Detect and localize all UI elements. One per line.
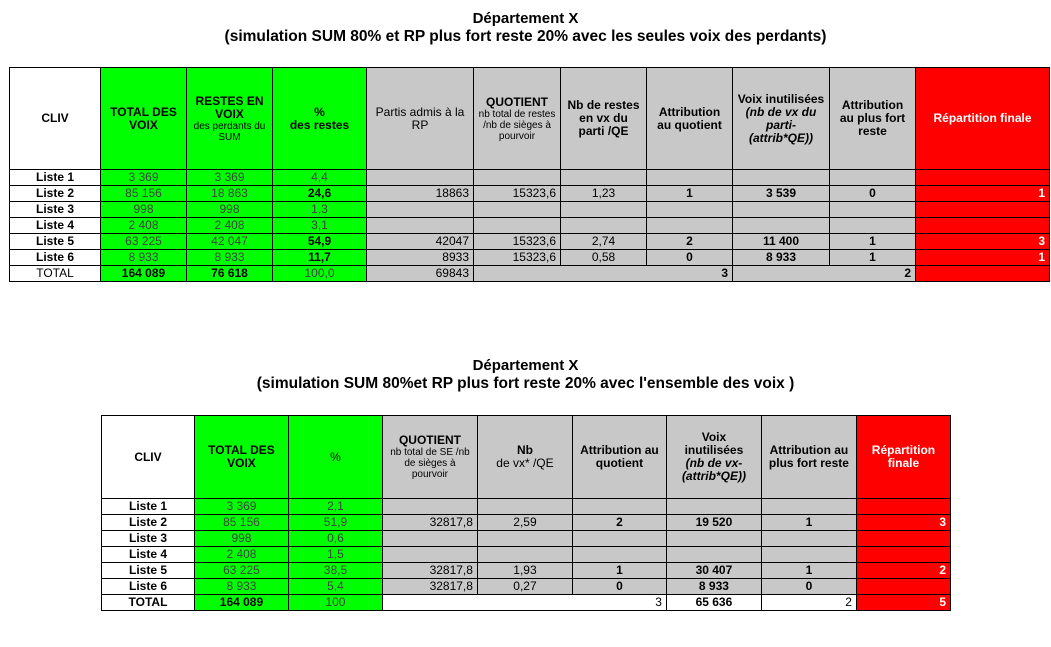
row-label: Liste 4 (102, 547, 195, 563)
cell-rep (856, 531, 950, 547)
cell-nb: 2,74 (561, 234, 647, 250)
cell-pct: 51,9 (288, 515, 382, 531)
row-label: Liste 3 (102, 531, 195, 547)
cell-attr-p: 1 (761, 563, 856, 579)
cell-quotient: 15323,6 (474, 250, 561, 266)
cell-restes: 2 408 (187, 218, 273, 234)
cell-restes: 3 369 (187, 170, 273, 186)
cell-restes: 42 047 (187, 234, 273, 250)
total-attr-p: 2 (761, 595, 856, 611)
cell-nb (477, 531, 572, 547)
cell-attr-p (761, 499, 856, 515)
header-repartition: Répartition finale (916, 68, 1050, 170)
cell-quotient: 32817,8 (382, 579, 477, 595)
cell-pct: 4,4 (273, 170, 367, 186)
cell-voix (666, 547, 761, 563)
cell-partis (367, 170, 474, 186)
cell-partis: 42047 (367, 234, 474, 250)
cell-attr-p (761, 531, 856, 547)
cell-attr-p: 0 (761, 579, 856, 595)
cell-total: 998 (194, 531, 288, 547)
cell-voix: 3 539 (733, 186, 830, 202)
table-row (102, 515, 951, 531)
cell-pct: 38,5 (288, 563, 382, 579)
table1-title: Département X (472, 10, 579, 27)
cell-partis (367, 218, 474, 234)
total-voix: 164 089 (194, 595, 288, 611)
cell-voix: 8 933 (733, 250, 830, 266)
cell-attr-q (572, 499, 666, 515)
table-total-row (10, 266, 1050, 282)
cell-attr-p (830, 170, 916, 186)
cell-rep: 2 (856, 563, 950, 579)
cell-attr-q: 1 (572, 563, 666, 579)
cell-quotient: 32817,8 (382, 563, 477, 579)
total-rep: 5 (856, 595, 950, 611)
cell-partis (367, 202, 474, 218)
table2-subtitle: (simulation SUM 80%et RP plus fort reste 20% avec l'ensemble des voix ) (256, 375, 795, 392)
cell-total: 85 156 (194, 515, 288, 531)
cell-nb: 1,93 (477, 563, 572, 579)
table2-title: Département X (472, 357, 579, 374)
cell-pct: 54,9 (273, 234, 367, 250)
cell-attr-q: 2 (647, 234, 733, 250)
cell-rep: 1 (916, 186, 1050, 202)
cell-quotient (474, 218, 561, 234)
cell-total: 998 (101, 202, 187, 218)
row-label: Liste 3 (10, 202, 101, 218)
cell-quotient (474, 202, 561, 218)
cell-attr-p (761, 547, 856, 563)
table-row (10, 170, 1050, 186)
table-row (102, 531, 951, 547)
table-row (102, 563, 951, 579)
cell-pct: 0,6 (288, 531, 382, 547)
cell-attr-p: 1 (830, 234, 916, 250)
total-rep (916, 266, 1050, 282)
row-label: Liste 6 (102, 579, 195, 595)
cell-nb (477, 499, 572, 515)
total-label: TOTAL (102, 595, 195, 611)
cell-voix (733, 218, 830, 234)
row-label: Liste 6 (10, 250, 101, 266)
cell-attr-q: 0 (647, 250, 733, 266)
cell-attr-q (572, 547, 666, 563)
cell-attr-p: 1 (761, 515, 856, 531)
cell-nb: 0,27 (477, 579, 572, 595)
cell-attr-p: 1 (830, 250, 916, 266)
cell-nb: 0,58 (561, 250, 647, 266)
cell-attr-p: 0 (830, 186, 916, 202)
cell-voix: 30 407 (666, 563, 761, 579)
cell-pct: 1,3 (273, 202, 367, 218)
cell-total: 2 408 (194, 547, 288, 563)
header-attr-quotient: Attribution au quotient (572, 416, 666, 499)
cell-quotient (382, 499, 477, 515)
total-attr-q: 3 (382, 595, 666, 611)
cell-voix (666, 499, 761, 515)
cell-rep (856, 547, 950, 563)
cell-pct: 3,1 (273, 218, 367, 234)
cell-partis: 8933 (367, 250, 474, 266)
cell-quotient (382, 547, 477, 563)
cell-attr-q (647, 218, 733, 234)
cell-rep: 3 (916, 234, 1050, 250)
cell-attr-q (647, 202, 733, 218)
cell-attr-q (572, 531, 666, 547)
cell-rep (856, 579, 950, 595)
cell-total: 3 369 (194, 499, 288, 515)
table1-title-block (0, 10, 1051, 46)
header-repartition: Répartition finale (856, 416, 950, 499)
table-row (10, 202, 1050, 218)
row-label: Liste 5 (102, 563, 195, 579)
cell-nb: 1,23 (561, 186, 647, 202)
table-row (102, 547, 951, 563)
total-label: TOTAL (10, 266, 101, 282)
total-restes: 76 618 (187, 266, 273, 282)
header-pct: % des restes (273, 68, 367, 170)
cell-rep (916, 170, 1050, 186)
cell-voix (666, 531, 761, 547)
cell-total: 85 156 (101, 186, 187, 202)
cell-restes: 8 933 (187, 250, 273, 266)
cell-restes: 18 863 (187, 186, 273, 202)
header-attr-plus-fort: Attribution au plus fort reste (830, 68, 916, 170)
row-label: Liste 1 (102, 499, 195, 515)
header-partis: Partis admis à la RP (367, 68, 474, 170)
cell-rep: 1 (916, 250, 1050, 266)
header-attr-quotient: Attribution au quotient (647, 68, 733, 170)
cell-voix (733, 170, 830, 186)
table2-title-block (0, 357, 1051, 393)
cell-voix: 8 933 (666, 579, 761, 595)
cell-rep (916, 202, 1050, 218)
cell-rep (916, 218, 1050, 234)
cell-voix: 11 400 (733, 234, 830, 250)
header-total-voix: TOTAL DES VOIX (194, 416, 288, 499)
cell-total: 2 408 (101, 218, 187, 234)
cell-attr-q: 1 (647, 186, 733, 202)
total-attr-p: 2 (733, 266, 916, 282)
header-voix-inutilisees: Voix inutilisées (nb de vx- (attrib*QE)) (666, 416, 761, 499)
cell-rep: 3 (856, 515, 950, 531)
table-row (10, 250, 1050, 266)
cell-total: 3 369 (101, 170, 187, 186)
total-voix-inutilisees: 65 636 (666, 595, 761, 611)
table1-subtitle: (simulation SUM 80% et RP plus fort reste 20% avec les seules voix des perdants) (224, 28, 827, 45)
header-pct: % (288, 416, 382, 499)
header-restes: RESTES EN VOIX des perdants du SUM (187, 68, 273, 170)
cell-attr-q: 0 (572, 579, 666, 595)
cell-nb: 2,59 (477, 515, 572, 531)
cell-total: 63 225 (101, 234, 187, 250)
cell-restes: 998 (187, 202, 273, 218)
header-quotient: QUOTIENT nb total de restes /nb de sièges à pourvoir (474, 68, 561, 170)
header-cliv: CLIV (102, 416, 195, 499)
table-total-row (102, 595, 951, 611)
cell-attr-q: 2 (572, 515, 666, 531)
header-nb: Nb de vx* /QE (477, 416, 572, 499)
cell-nb (561, 218, 647, 234)
header-attr-plus-fort: Attribution au plus fort reste (761, 416, 856, 499)
table1 (9, 67, 1050, 282)
cell-rep (856, 499, 950, 515)
row-label: Liste 2 (102, 515, 195, 531)
header-cliv: CLIV (10, 68, 101, 170)
header-nb-restes: Nb de restes en vx du parti /QE (561, 68, 647, 170)
table-row (10, 234, 1050, 250)
row-label: Liste 4 (10, 218, 101, 234)
cell-quotient (474, 170, 561, 186)
total-partis: 69843 (367, 266, 474, 282)
cell-voix (733, 202, 830, 218)
cell-nb (561, 202, 647, 218)
cell-total: 8 933 (194, 579, 288, 595)
cell-quotient: 15323,6 (474, 186, 561, 202)
header-quotient: QUOTIENT nb total de SE /nb de sièges à pourvoir (382, 416, 477, 499)
table-row (10, 186, 1050, 202)
total-voix: 164 089 (101, 266, 187, 282)
table-row (102, 579, 951, 595)
total-pct: 100,0 (273, 266, 367, 282)
cell-pct: 2,1 (288, 499, 382, 515)
cell-attr-p (830, 202, 916, 218)
cell-attr-p (830, 218, 916, 234)
cell-pct: 5,4 (288, 579, 382, 595)
cell-total: 63 225 (194, 563, 288, 579)
cell-partis: 18863 (367, 186, 474, 202)
cell-quotient: 15323,6 (474, 234, 561, 250)
cell-voix: 19 520 (666, 515, 761, 531)
cell-nb (561, 170, 647, 186)
row-label: Liste 5 (10, 234, 101, 250)
table2 (101, 415, 951, 611)
cell-quotient (382, 531, 477, 547)
cell-nb (477, 547, 572, 563)
row-label: Liste 2 (10, 186, 101, 202)
cell-pct: 1,5 (288, 547, 382, 563)
row-label: Liste 1 (10, 170, 101, 186)
cell-pct: 24,6 (273, 186, 367, 202)
cell-attr-q (647, 170, 733, 186)
total-attr-q: 3 (474, 266, 733, 282)
cell-total: 8 933 (101, 250, 187, 266)
cell-pct: 11,7 (273, 250, 367, 266)
cell-quotient: 32817,8 (382, 515, 477, 531)
table-row (10, 218, 1050, 234)
header-total-voix: TOTAL DES VOIX (101, 68, 187, 170)
table-row (102, 499, 951, 515)
header-voix-inutilisees: Voix inutilisées (nb de vx du parti- (attrib*QE)) (733, 68, 830, 170)
total-pct: 100 (288, 595, 382, 611)
